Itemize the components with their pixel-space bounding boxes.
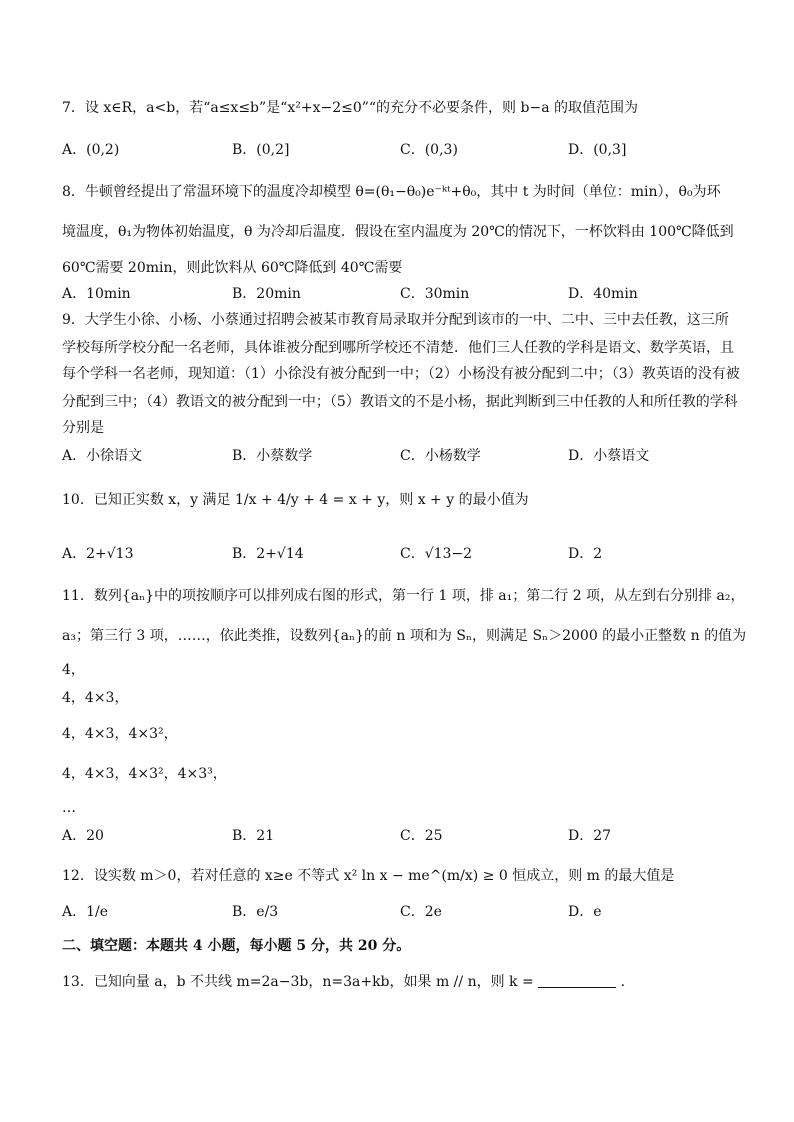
q8-line-2: 境温度，θ₁为物体初始温度，θ 为冷却后温度．假设在室内温度为 20℃的情况下，一杯饮料由 100℃降低到 xyxy=(62,224,734,240)
q9-option-c: C．小杨数学 xyxy=(400,448,481,464)
q13-stem: 13．已知向量 a，b 不共线 m=2a−3b，n=3a+kb，如果 m // n，则 k = xyxy=(62,974,534,990)
q9-line-3: 每个学科一名老师，现知道：（1）小徐没有被分配到一中；（2）小杨没有被分配到二中；（3）教英语的没有被 xyxy=(62,366,740,382)
q9-line-2: 学校每所学校分配一名老师，具体谁被分配到哪所学校还不清楚．他们三人任教的学科是语文、数学英语，且 xyxy=(62,340,734,356)
q13-end: . xyxy=(620,974,626,990)
q12-stem: 12．设实数 m＞0，若对任意的 x≥e 不等式 x² ln x − me^(m/x) ≥ 0 恒成立，则 m 的最大值是 xyxy=(62,868,675,884)
q7-option-b: B．(0,2] xyxy=(232,142,290,158)
q11-option-a: A．20 xyxy=(62,828,104,844)
q8-option-b: B．20min xyxy=(232,286,301,302)
q10-option-b: B．2+√14 xyxy=(232,546,304,562)
q10-option-c: C．√13−2 xyxy=(400,546,473,562)
q11-row-3: 4，4×3，4×3²， xyxy=(62,726,178,742)
q8-option-d: D．40min xyxy=(568,286,638,302)
q11-row-5: … xyxy=(62,800,76,816)
q11-line-2: a₃；第三行 3 项，……，依此类推，设数列{aₙ}的前 n 项和为 Sₙ，则满足 Sₙ＞2000 的最小正整数 n 的值为 xyxy=(62,628,747,644)
q13-line xyxy=(62,972,625,992)
q7-option-c: C．(0,3) xyxy=(400,142,458,158)
q7-option-d: D．(0,3] xyxy=(568,142,627,158)
q7-option-a: A．(0,2) xyxy=(62,142,120,158)
q12-option-b: B．e/3 xyxy=(232,904,279,920)
q9-option-a: A．小徐语文 xyxy=(62,448,143,464)
q11-line-1: 11．数列{aₙ}中的项按顺序可以排列成右图的形式，第一行 1 项，排 a₁；第二行 2 项，从左到右分别排 a₂， xyxy=(62,588,745,604)
q12-option-a: A．1/e xyxy=(62,904,109,920)
q10-stem: 10．已知正实数 x，y 满足 1/x + 4/y + 4 = x + y，则 x + y 的最小值为 xyxy=(62,492,529,508)
q7-stem: 7．设 x∈R，a<b，若“a≤x≤b”是“x²+x−2≤0”“的充分不必要条件，则 b−a 的取值范围为 xyxy=(62,100,638,116)
q12-option-d: D．e xyxy=(568,904,602,920)
q11-option-b: B．21 xyxy=(232,828,275,844)
q8-line-3: 60℃需要 20min，则此饮料从 60℃降低到 40℃需要 xyxy=(62,260,403,276)
q11-option-c: C．25 xyxy=(400,828,443,844)
q11-row-2: 4，4×3， xyxy=(62,690,129,706)
q11-row-4: 4，4×3，4×3²，4×3³， xyxy=(62,766,227,782)
q10-option-a: A．2+√13 xyxy=(62,546,134,562)
q8-line-1: 8．牛顿曾经提出了常温环境下的温度冷却模型 θ=(θ₁−θ₀)e⁻ᵏᵗ+θ₀，其中 t 为时间（单位：min），θ₀为环 xyxy=(62,184,721,200)
q13-answer-blank[interactable] xyxy=(538,973,616,988)
q9-option-d: D．小蔡语文 xyxy=(568,448,650,464)
q10-option-d: D．2 xyxy=(568,546,603,562)
q9-line-4: 分配到三中；（4）教语文的被分配到一中；（5）教语文的不是小杨，据此判断到三中任教的人和所任教的学科 xyxy=(62,394,738,410)
q11-row-1: 4， xyxy=(62,662,85,678)
q8-option-a: A．10min xyxy=(62,286,131,302)
q9-line-5: 分别是 xyxy=(62,420,104,436)
q9-line-1: 9．大学生小徐、小杨、小蔡通过招聘会被某市教育局录取并分配到该市的一中、二中、三中去任教，这三所 xyxy=(62,312,729,328)
q8-option-c: C．30min xyxy=(400,286,470,302)
q11-option-d: D．27 xyxy=(568,828,612,844)
section-heading-fill-in: 二、填空题：本题共 4 小题，每小题 5 分，共 20 分。 xyxy=(62,938,411,954)
q12-option-c: C．2e xyxy=(400,904,442,920)
q9-option-b: B．小蔡数学 xyxy=(232,448,313,464)
